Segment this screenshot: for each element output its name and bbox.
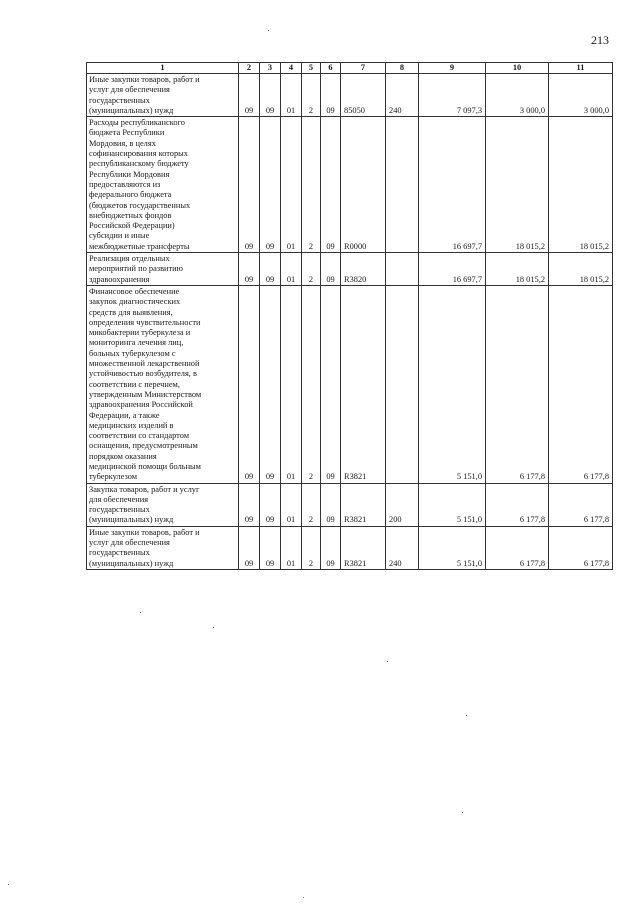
- column-header: 5: [302, 63, 321, 74]
- row-name-cell: Закупка товаров, работ и услуг для обеспечения государственных (муниципальных) нужд: [87, 483, 239, 526]
- code-cell: 2: [302, 253, 321, 286]
- amount-cell: 18 015,2: [486, 117, 549, 253]
- expense-type-cell: [386, 285, 419, 483]
- table-row: [87, 285, 613, 483]
- code-cell: 09: [321, 285, 341, 483]
- row-name-cell: Иные закупки товаров, работ и услуг для обеспечения государственных (муниципальных) нужд: [87, 526, 239, 569]
- code-cell: 2: [302, 117, 321, 253]
- amount-cell: 16 697,7: [419, 117, 486, 253]
- code-cell: 01: [281, 483, 302, 526]
- scan-speck: [466, 715, 467, 716]
- code-cell: 2: [302, 526, 321, 569]
- amount-cell: 6 177,8: [549, 483, 613, 526]
- table-header-row: [87, 63, 613, 74]
- amount-cell: 3 000,0: [549, 74, 613, 117]
- scan-speck: [268, 30, 269, 31]
- amount-cell: 18 015,2: [549, 253, 613, 286]
- code-cell: 09: [260, 74, 281, 117]
- expense-type-cell: [386, 117, 419, 253]
- expense-type-cell: 200: [386, 483, 419, 526]
- amount-cell: 7 097,3: [419, 74, 486, 117]
- code-cell: 2: [302, 483, 321, 526]
- code-cell: 01: [281, 117, 302, 253]
- scan-speck: [8, 884, 9, 885]
- code-cell: 01: [281, 526, 302, 569]
- column-header: 2: [239, 63, 260, 74]
- amount-cell: 5 151,0: [419, 483, 486, 526]
- table-row: [87, 117, 613, 253]
- code-cell: 09: [239, 74, 260, 117]
- column-header: 4: [281, 63, 302, 74]
- code-cell: 09: [260, 526, 281, 569]
- amount-cell: 6 177,8: [549, 285, 613, 483]
- code-cell: 09: [321, 483, 341, 526]
- column-header: 6: [321, 63, 341, 74]
- code-cell: 09: [260, 483, 281, 526]
- table-row: [87, 74, 613, 117]
- code-cell: 09: [239, 483, 260, 526]
- scan-speck: [387, 661, 388, 662]
- code-cell: 09: [239, 526, 260, 569]
- amount-cell: 6 177,8: [486, 526, 549, 569]
- column-header: 1: [87, 63, 239, 74]
- expense-type-cell: 240: [386, 74, 419, 117]
- amount-cell: 6 177,8: [486, 483, 549, 526]
- table-row: [87, 483, 613, 526]
- target-article-cell: R0000: [341, 117, 386, 253]
- budget-table: [86, 62, 613, 570]
- code-cell: 09: [260, 117, 281, 253]
- expense-type-cell: [386, 253, 419, 286]
- code-cell: 2: [302, 285, 321, 483]
- amount-cell: 16 697,7: [419, 253, 486, 286]
- table-row: [87, 253, 613, 286]
- code-cell: 09: [321, 117, 341, 253]
- code-cell: 01: [281, 285, 302, 483]
- column-header: 11: [549, 63, 613, 74]
- column-header: 10: [486, 63, 549, 74]
- code-cell: 09: [239, 285, 260, 483]
- column-header: 3: [260, 63, 281, 74]
- code-cell: 09: [239, 117, 260, 253]
- scan-speck: [140, 612, 141, 613]
- row-name-cell: Финансовое обеспечение закупок диагностических средств для выявления, определения чувствительности микобактерии туберкулеза и мониторинга лечения лиц, больных туберкулезом с множественной лекарственной устойчивостью возбудителя, в соответствии с перечнем, утвержденным Министерством здравоохранения Российской Федерации, а также медицинских изделий в соответствии со стандартом оснащения, предусмотренным порядком оказания медицинской помощи больным туберкулезом: [87, 285, 239, 483]
- amount-cell: 18 015,2: [549, 117, 613, 253]
- target-article-cell: R3821: [341, 526, 386, 569]
- page-number: 213: [591, 33, 609, 47]
- code-cell: 09: [260, 253, 281, 286]
- target-article-cell: R3821: [341, 285, 386, 483]
- code-cell: 01: [281, 253, 302, 286]
- amount-cell: 6 177,8: [549, 526, 613, 569]
- code-cell: 09: [321, 526, 341, 569]
- code-cell: 2: [302, 74, 321, 117]
- code-cell: 09: [321, 74, 341, 117]
- code-cell: 09: [239, 253, 260, 286]
- amount-cell: 3 000,0: [486, 74, 549, 117]
- column-header: 8: [386, 63, 419, 74]
- scan-speck: [303, 897, 304, 898]
- amount-cell: 5 151,0: [419, 285, 486, 483]
- scan-speck: [462, 812, 463, 813]
- code-cell: 01: [281, 74, 302, 117]
- table-row: [87, 526, 613, 569]
- expense-type-cell: 240: [386, 526, 419, 569]
- amount-cell: 18 015,2: [486, 253, 549, 286]
- column-header: 9: [419, 63, 486, 74]
- row-name-cell: Иные закупки товаров, работ и услуг для обеспечения государственных (муниципальных) нужд: [87, 74, 239, 117]
- amount-cell: 6 177,8: [486, 285, 549, 483]
- code-cell: 09: [321, 253, 341, 286]
- target-article-cell: 85050: [341, 74, 386, 117]
- amount-cell: 5 151,0: [419, 526, 486, 569]
- row-name-cell: Расходы республиканского бюджета Республики Мордовия, в целях софинансирования которых республиканскому бюджету Республики Мордовия предоставляются из федерального бюджета (бюджетов государственных внебюджетных фондов Российской Федерации) субсидии и иные межбюджетные трансферты: [87, 117, 239, 253]
- scan-speck: [213, 627, 214, 628]
- code-cell: 09: [260, 285, 281, 483]
- column-header: 7: [341, 63, 386, 74]
- target-article-cell: R3820: [341, 253, 386, 286]
- target-article-cell: R3821: [341, 483, 386, 526]
- row-name-cell: Реализация отдельных мероприятий по развитию здравоохранения: [87, 253, 239, 286]
